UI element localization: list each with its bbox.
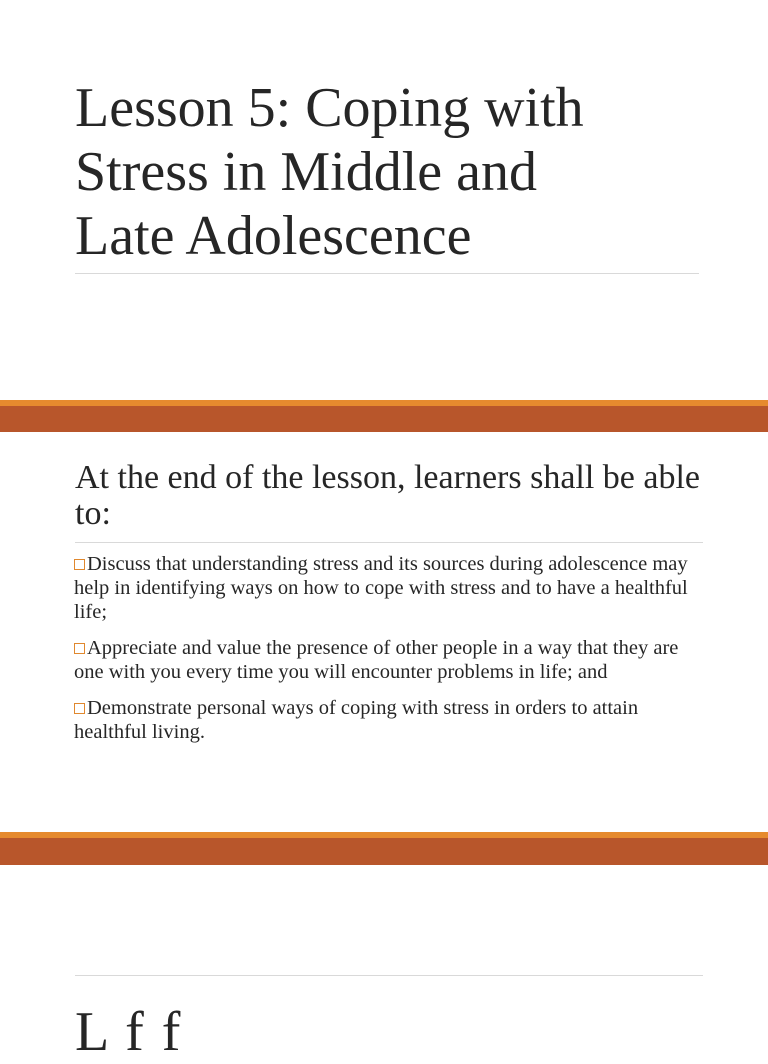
heading-underline [75,542,703,543]
slide-title-line: Lesson 5: Coping with [75,77,584,139]
list-item-text: Demonstrate personal ways of coping with stress in orders to attain healthful living. [74,697,639,743]
list-item [74,696,710,744]
objectives-heading: At the end of the lesson, learners shall be able to: [75,459,701,532]
list-item [74,552,710,624]
next-slide-title-partial: L f f [75,1001,183,1063]
title-underline [75,273,699,274]
slide-title-line: Late Adolescence [75,205,472,267]
list-item [74,636,710,684]
slide-divider-bar [0,832,768,865]
checkbox-bullet-icon [74,559,85,570]
slide-divider-bar [0,400,768,432]
list-item-text: Appreciate and value the presence of other people in a way that they are one with you every time you will encounter problems in life; and [74,637,679,683]
checkbox-bullet-icon [74,703,85,714]
next-slide-rule [75,975,703,976]
slide-title-line: Stress in Middle and [75,141,537,203]
checkbox-bullet-icon [74,643,85,654]
list-item-text: Discuss that understanding stress and its sources during adolescence may help in identifying ways on how to cope with stress and to have a healthful life; [74,553,688,623]
slide-title [75,76,715,268]
objectives-list [74,552,710,756]
